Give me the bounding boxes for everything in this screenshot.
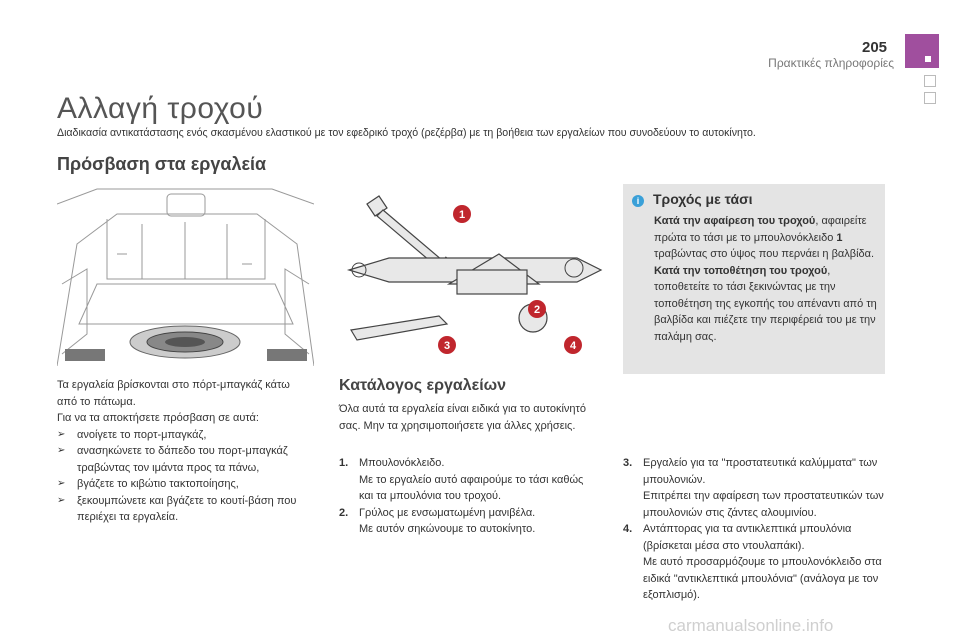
callout-label-3: 3 xyxy=(443,340,451,352)
info-removal-bold: Κατά την αφαίρεση του τροχού xyxy=(654,215,816,227)
item-detail: Με το εργαλείο αυτό αφαιρούμε το τάσι καθώς και τα μπουλόνια του τροχού. xyxy=(359,473,584,502)
info-fit-text: , τοποθετείτε το τάσι ξεκινώντας με την τοποθέτηση της εγκοπής του απέναντι από τη βαλβίδα και πιέζετε την περιφέρειά του με την παλάμη σας. xyxy=(654,264,877,343)
info-fit-bold: Κατά την τοποθέτηση του τροχού xyxy=(654,264,828,277)
tab-marker xyxy=(925,56,931,62)
info-removal-text: , αφαιρείτε πρώτα το τάσι με το μπουλονόκλειδο xyxy=(654,215,867,244)
bullet-icon: ➢ xyxy=(57,478,66,489)
list-item xyxy=(623,521,893,554)
tab-box xyxy=(924,75,936,87)
list-item-detail xyxy=(339,521,599,538)
info-removal-text2: τραβώντας στο ύψος που περνάει η βαλβίδα. xyxy=(654,248,875,260)
trunk-drawing xyxy=(57,184,314,366)
tools-drawing xyxy=(339,184,611,366)
item-number: 4. xyxy=(623,523,633,535)
item-text: Αντάπτορας για τα αντικλεπτικά μπουλόνια (βρίσκεται μέσα στο ντουλαπάκι). xyxy=(643,523,852,552)
watermark: carmanualsonline.info xyxy=(668,616,834,635)
callout-label-4: 4 xyxy=(569,340,577,352)
callout-label-2: 2 xyxy=(533,304,541,316)
list-item xyxy=(339,455,599,472)
bullet-icon: ➢ xyxy=(57,428,66,440)
list-item xyxy=(57,493,312,526)
list-item xyxy=(57,443,312,476)
tools-heading: Κατάλογος εργαλείων xyxy=(339,377,507,394)
item-number: 2. xyxy=(339,506,349,519)
item-detail: Επιτρέπει την αφαίρεση των προστατευτικών των μπουλονιών στις ζάντες αλουμινίου. xyxy=(643,490,884,519)
page-subtitle: Διαδικασία αντικατάστασης ενός σκασμένου ελαστικού με τον εφεδρικό τροχό (ρεζέρβα) με τη βοήθεια των εργαλείων που συνοδεύουν το αυτοκίνητο. xyxy=(57,127,756,139)
access-text xyxy=(57,377,312,526)
item-number: 3. xyxy=(623,457,633,469)
callout-label-1: 1 xyxy=(458,209,466,221)
trunk-illustration xyxy=(57,184,314,366)
page-number: 205 xyxy=(862,39,888,56)
bullet-icon: ➢ xyxy=(57,445,66,456)
tools-list-continued xyxy=(623,455,893,604)
info-box xyxy=(623,184,885,374)
item-text: Γρύλος με ενσωματωμένη μανιβέλα. xyxy=(359,506,536,519)
bullet-text: ξεκουμπώνετε και βγάζετε το κουτί-βάση που περιέχει τα εργαλεία. xyxy=(77,494,297,523)
bullet-text: ανοίγετε το πορτ-μπαγκάζ, xyxy=(77,428,207,441)
section-tab xyxy=(905,34,939,68)
list-item-detail xyxy=(623,488,893,521)
item-number: 1. xyxy=(339,457,349,469)
tools-intro: Όλα αυτά τα εργαλεία είναι ειδικά για το αυτοκίνητό σας. Μην τα χρησιμοποιήσετε για άλλες χρήσεις. xyxy=(339,403,586,432)
list-item xyxy=(57,476,312,493)
tools-list xyxy=(339,455,599,538)
access-para-1: Τα εργαλεία βρίσκονται στο πόρτ-μπαγκάζ κάτω από το πάτωμα. xyxy=(57,379,290,408)
bullet-text: ανασηκώνετε το δάπεδο του πορτ-μπαγκάζ τραβώντας τον ιμάντα προς τα πάνω, xyxy=(77,445,288,474)
info-removal-num: 1 xyxy=(833,231,843,244)
list-item-detail xyxy=(339,472,599,505)
info-text xyxy=(654,213,880,345)
section-label: Πρακτικές πληροφορίες xyxy=(768,56,894,70)
tools-illustration xyxy=(339,184,611,366)
list-item xyxy=(339,505,599,522)
item-detail: Με αυτόν σηκώνουμε το αυτοκίνητο. xyxy=(359,523,536,535)
list-item-detail xyxy=(623,554,893,604)
access-para-2: Για να τα αποκτήσετε πρόσβαση σε αυτά: xyxy=(57,412,259,424)
list-item xyxy=(57,427,312,444)
info-title: Τροχός με τάσι xyxy=(653,191,753,207)
info-icon: i xyxy=(632,195,644,207)
bullet-icon: ➢ xyxy=(57,494,66,506)
item-detail: Με αυτό προσαρμόζουμε το μπουλονόκλειδο στα ειδικά "αντικλεπτικά μπουλόνια" (ανάλογα με τον εξοπλισμό). xyxy=(643,556,882,601)
list-item xyxy=(623,455,893,488)
bullet-text: βγάζετε το κιβώτιο τακτοποίησης, xyxy=(77,478,239,490)
page-title: Αλλαγή τροχού xyxy=(57,92,264,125)
access-heading: Πρόσβαση στα εργαλεία xyxy=(57,154,267,174)
item-text: Μπουλονόκλειδο. xyxy=(359,457,445,469)
tab-box xyxy=(924,92,936,104)
item-text: Εργαλείο για τα "προστατευτικά καλύμματα" των μπουλονιών. xyxy=(643,457,878,486)
